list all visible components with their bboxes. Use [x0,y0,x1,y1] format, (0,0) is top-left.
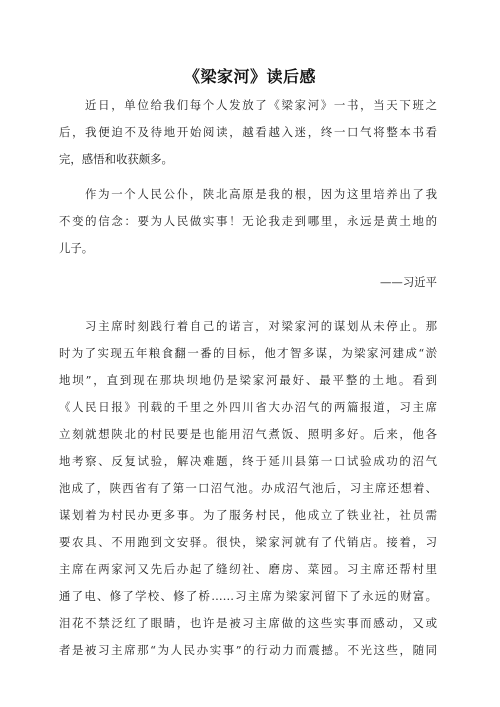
paragraph-line: 习主席时刻践行着自己的诺言，对梁家河的谋划从未停止。那 [85,319,437,333]
quote-signature: ——习近平 [380,275,437,289]
paragraph-line: 近日，单位给我们每个人发放了《梁家河》一书，当天下班之 [85,98,437,112]
paragraph-line: 立刻就想陕北的村民要是也能用沼气煮饭、照明多好。后来，他各 [59,427,437,441]
paragraph-3 [59,313,437,664]
paragraph-line: 后，我便迫不及待地开始阅读，越看越入迷，终一口气将整本书看 [59,125,437,139]
paragraph-line: 泪花不禁泛红了眼睛，也许是被习主席做的这些实事而感动，又或 [59,616,437,630]
paragraph-line: 时为了实现五年粮食翻一番的目标，他才智多谋，为梁家河建成“淤 [59,346,437,360]
paragraph-line: 不变的信念：要为人民做实事！无论我走到哪里，永远是黄土地的 [59,214,437,228]
paragraph-line: 儿子。 [59,241,94,255]
paragraph-1 [59,92,437,173]
document-title: 《梁家河》读后感 [183,67,316,86]
paragraph-line: 谋划着为村民办更多事。为了服务村民，他成立了铁业社，社员需 [59,508,437,522]
paragraph-line: 者是被习主席那“为人民办实事”的行动力而震撼。不光这些，随同 [59,643,437,657]
paragraph-line: 地考察、反复试验，解决难题，终于延川县第一口试验成功的沼气 [59,454,437,468]
paragraph-2-quote [59,181,437,262]
paragraph-line: 地坝”，直到现在那块坝地仍是梁家河最好、最平整的土地。看到 [59,373,437,387]
paragraph-line: 通了电、修了学校、修了桥……习主席为梁家河留下了永远的财富。 [59,589,437,603]
paragraph-line: 作为一个人民公仆，陕北高原是我的根，因为这里培养出了我 [85,187,437,201]
paragraph-line: 《人民日报》刊载的千里之外四川省大办沼气的两篇报道，习主席 [59,400,437,414]
paragraph-line: 主席在两家河又先后办起了缝纫社、磨房、菜园。习主席还帮村里 [59,562,437,576]
paragraph-line: 完，感悟和收获颇多。 [59,152,173,166]
paragraph-line: 池成了，陕西省有了第一口沼气池。办成沼气池后，习主席还想着、 [59,481,437,495]
paragraph-line: 要农具、不用跑到文安驿。很快，梁家河就有了代销店。接着，习 [59,535,437,549]
